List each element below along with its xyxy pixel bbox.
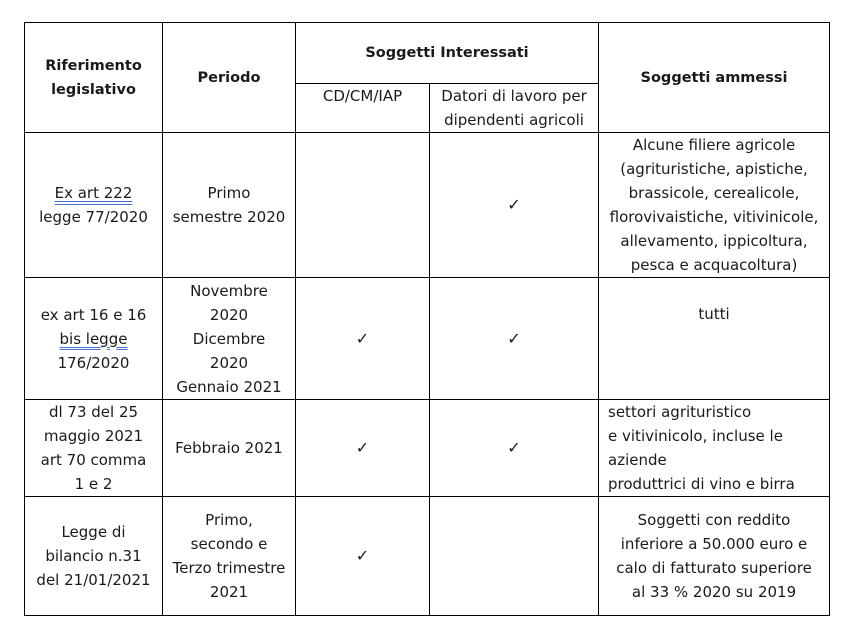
cell-riferimento: dl 73 del 25 maggio 2021 art 70 comma 1 e 2 [25, 400, 163, 497]
header-periodo: Periodo [163, 23, 296, 133]
table-row [25, 278, 830, 400]
table-row [25, 133, 830, 278]
check-icon: ✓ [430, 278, 599, 400]
header-datori: Datori di lavoro per dipendenti agricoli [430, 84, 599, 133]
cell-periodo: Febbraio 2021 [163, 400, 296, 497]
cell-ammessi: settori agrituristico e vitivinicolo, incluse le aziende produttrici di vino e birra [599, 400, 830, 497]
cell-riferimento: ex art 16 e 16 bis legge 176/2020 [25, 278, 163, 400]
check-icon: ✓ [296, 497, 430, 616]
check-icon: ✓ [430, 400, 599, 497]
header-soggetti-ammessi: Soggetti ammessi [599, 23, 830, 133]
cell-ammessi: Soggetti con reddito inferiore a 50.000 euro e calo di fatturato superiore al 33 % 2020 su 2019 [599, 497, 830, 616]
header-soggetti-interessati: Soggetti Interessati [296, 23, 599, 84]
cell-riferimento: Ex art 222 legge 77/2020 [25, 133, 163, 278]
cell-periodo: Primo semestre 2020 [163, 133, 296, 278]
cell-periodo: Primo, secondo e Terzo trimestre 2021 [163, 497, 296, 616]
cell-riferimento: Legge di bilancio n.31 del 21/01/2021 [25, 497, 163, 616]
cell-ammessi: Alcune filiere agricole (agrituristiche, apistiche, brassicole, cerealicole, florovivaistiche, vitivinicole, allevamento, ippicoltura, pesca e acquacoltura) [599, 133, 830, 278]
table-row [25, 400, 830, 497]
table-row [25, 497, 830, 616]
legislation-table [24, 22, 830, 616]
header-cd-cm-iap: CD/CM/IAP [296, 84, 430, 133]
cell-cd-empty [296, 133, 430, 278]
check-icon: ✓ [430, 133, 599, 278]
check-icon: ✓ [296, 400, 430, 497]
cell-periodo: Novembre 2020 Dicembre 2020 Gennaio 2021 [163, 278, 296, 400]
check-icon: ✓ [296, 278, 430, 400]
cell-datori-empty [430, 497, 599, 616]
header-riferimento: Riferimento legislativo [25, 23, 163, 133]
cell-ammessi: tutti [599, 278, 830, 400]
